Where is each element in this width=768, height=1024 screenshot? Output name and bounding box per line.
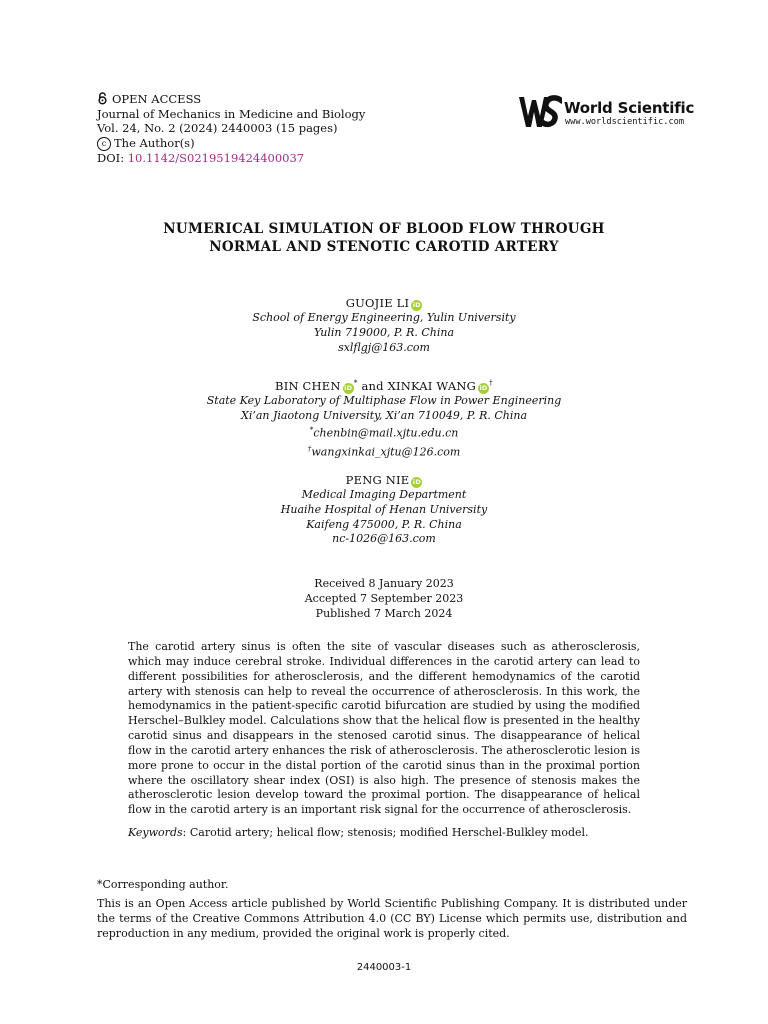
publisher-logo [518, 94, 695, 130]
world-scientific-logo-icon [518, 94, 562, 130]
corresponding-author-note: *Corresponding author. [97, 878, 229, 891]
affiliation-line: School of Energy Engineering, Yulin University [252, 311, 516, 324]
author-email: sxlflgj@163.com [338, 340, 430, 354]
journal-name: Journal of Mechanics in Medicine and Biology [97, 106, 366, 121]
author-name-text: GUOJIE LI [345, 296, 410, 310]
author-block-1 [0, 296, 768, 355]
corresponding-mark: * [309, 425, 314, 435]
license-note: This is an Open Access article published by World Scientific Publishing Company. It is distributed under the terms of the Creative Commons Attribution 4.0 (CC BY) License which permits use, distribution and reproduction in any medium, provided the original work is properly cited. [97, 897, 687, 940]
accepted-date: Accepted 7 September 2023 [304, 591, 464, 605]
affiliation-line: Kaifeng 475000, P. R. China [306, 517, 462, 531]
received-date: Received 8 January 2023 [314, 577, 454, 590]
author-name-text: PENG NIE [345, 473, 410, 487]
dagger-mark: † [489, 378, 493, 387]
author-name [0, 296, 768, 311]
journal-metadata [97, 92, 365, 165]
author-email [0, 442, 768, 460]
footnotes [97, 877, 687, 941]
title-line-1: NUMERICAL SIMULATION OF BLOOD FLOW THROUGH [163, 221, 605, 237]
author-name-text: BIN CHEN [275, 378, 341, 393]
doi-line [97, 151, 365, 166]
open-access-icon [97, 92, 108, 105]
author-block-2 [0, 376, 768, 460]
open-access-line [97, 92, 365, 107]
keywords-text: Carotid artery; helical flow; stenosis; modified Herschel-Bulkley model. [189, 826, 589, 839]
affiliation-line: Yulin 719000, P. R. China [313, 325, 455, 339]
dagger-mark: † [307, 443, 312, 453]
keywords: Keywords: Carotid artery; helical flow; stenosis; modified Herschel-Bulkley model. [128, 826, 589, 839]
email-text: chenbin@mail.xjtu.edu.cn [313, 427, 459, 441]
publisher-url: www.worldscientific.com [565, 117, 684, 127]
author-email [0, 423, 768, 441]
abstract: The carotid artery sinus is often the site of vascular diseases such as atherosclerosis, which may induce cerebral stroke. Individual differences in the carotid artery can lead to different possibilities for atherosclerosis, and the different hemodynamics of the carotid artery with stenosis can help to reveal the occurrence of atherosclerosis. In this work, the hemodynamics in the patient-specific carotid bifurcation are studied by using the modified Herschel–Bulkley model. Calculations show that the helical flow is presented in the healthy carotid sinus and disappears in the stenosed carotid sinus. The disappearance of helical flow in the carotid artery enhances the risk of atherosclerosis. The atherosclerotic lesion is more prone to occur in the distal portion of the carotid sinus than in the proximal portion where the oscillatory shear index (OSI) is also high. The presence of stenosis makes the atherosclerotic lesion develop toward the proximal portion. The disappearance of helical flow in the carotid artery is an important risk signal for the occurrence of atherosclerosis. [128, 640, 640, 817]
doi-link[interactable]: 10.1142/S0219519424400037 [127, 150, 305, 165]
doi-label: DOI: [97, 150, 125, 165]
author-names [0, 376, 768, 394]
orcid-icon[interactable]: iD [344, 383, 353, 392]
author-name-text: XINKAI WANG [387, 378, 476, 393]
author-email: nc-1026@163.com [332, 532, 436, 546]
keywords-label: Keywords [128, 826, 183, 839]
author-block-3 [0, 473, 768, 547]
affiliation-line: Medical Imaging Department [301, 488, 467, 501]
copyright-line [97, 136, 365, 151]
affiliation-line: Huaihe Hospital of Henan University [280, 502, 488, 516]
author-name [0, 473, 768, 488]
email-text: wangxinkai_xjtu@126.com [311, 445, 461, 459]
published-date: Published 7 March 2024 [315, 606, 453, 620]
orcid-icon[interactable]: iD [412, 301, 421, 309]
corresponding-mark: * [353, 378, 358, 387]
volume-info: Vol. 24, No. 2 (2024) 2440003 (15 pages) [97, 121, 338, 136]
paper-title [0, 220, 768, 256]
affiliation-line: Xi’an Jiaotong University, Xi’an 710049, P. R. China [240, 408, 528, 422]
orcid-icon[interactable]: iD [479, 383, 488, 392]
orcid-icon[interactable]: iD [412, 478, 421, 486]
affiliation-line: State Key Laboratory of Multiphase Flow in Power Engineering [206, 393, 562, 407]
page-number: 2440003-1 [356, 962, 412, 973]
and-text: and [361, 378, 384, 393]
title-line-2: NORMAL AND STENOTIC CAROTID ARTERY [209, 239, 559, 255]
copyright-icon: c [97, 137, 111, 151]
publisher-name: World Scientific [564, 99, 695, 117]
open-access-label: OPEN ACCESS [112, 92, 202, 106]
copyright-text: The Author(s) [114, 135, 195, 150]
publication-dates [0, 577, 768, 621]
